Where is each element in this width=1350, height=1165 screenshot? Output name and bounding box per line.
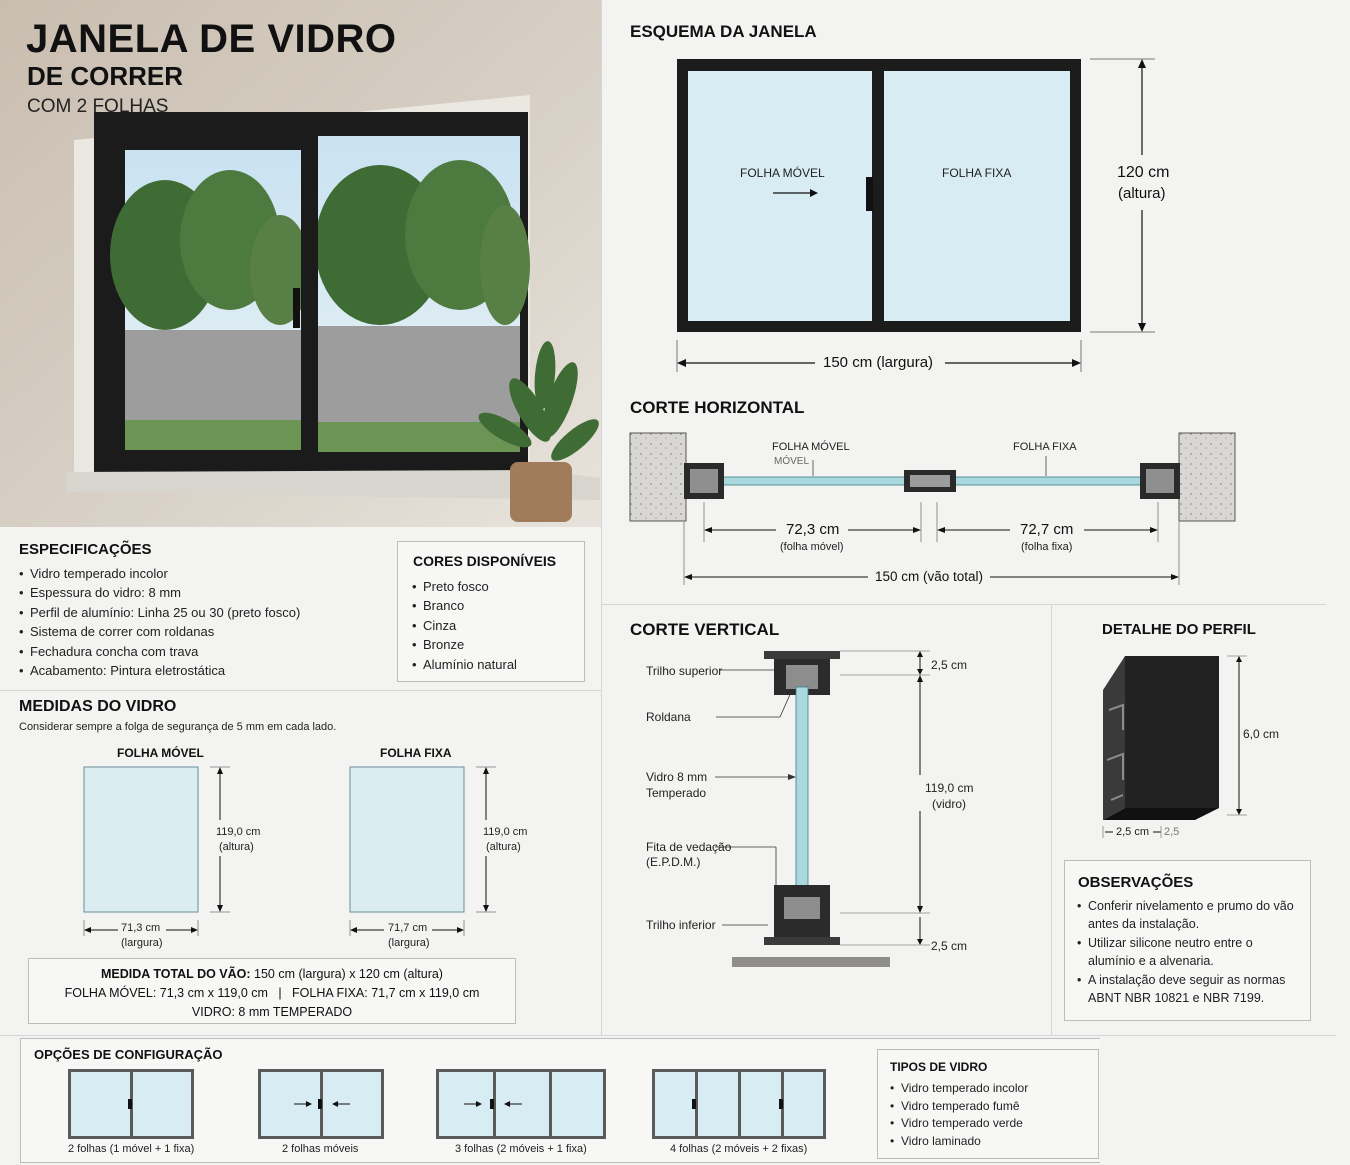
color-item: • Branco (412, 596, 517, 615)
glass-panel-height-caption: (altura) (219, 841, 254, 853)
schema-title: ESQUEMA DA JANELA (630, 22, 817, 41)
glass-types-title: TIPOS DE VIDRO (890, 1060, 988, 1074)
glass-panel-title: FOLHA FIXA (380, 746, 452, 760)
config-option-label: 4 folhas (2 móveis + 2 fixas) (670, 1143, 808, 1155)
glass-vertical (796, 687, 808, 893)
glass-types-box (877, 1049, 1099, 1159)
config-option-label: 3 folhas (2 móveis + 1 fixa) (455, 1143, 587, 1155)
hero-subtitle: DE CORRER (27, 61, 184, 91)
corte-horizontal-diagram (628, 430, 1240, 590)
schema-diagram (620, 50, 1180, 380)
cv-dim-bottom: 2,5 cm (931, 939, 968, 953)
cv-label: (E.P.D.M.) (646, 855, 701, 869)
corte-vertical-title: CORTE VERTICAL (630, 620, 780, 639)
handle (866, 177, 873, 211)
config-diagram (60, 1064, 840, 1144)
summary-rest: 150 cm (largura) x 120 cm (altura) (250, 967, 443, 981)
obs-list (1077, 898, 1303, 1007)
glass-pane-left (688, 71, 872, 321)
glass-summary-box (28, 958, 516, 1024)
glass-panel-fixa (350, 767, 464, 912)
glass-note: Considerar sempre a folga de segurança de 5 mm em cada lado. (19, 721, 337, 733)
obs-box (1064, 860, 1311, 1021)
glass-panel-title: FOLHA MÓVEL (117, 746, 204, 760)
summary-line-1 (29, 965, 515, 984)
specs-item: • Sistema de correr com roldanas (19, 622, 300, 641)
summary-line-3: VIDRO: 8 mm TEMPERADO (191, 1005, 353, 1019)
glass-type-item: • Vidro laminado (890, 1133, 1028, 1151)
obs-title: OBSERVAÇÕES (1078, 874, 1194, 891)
specs-list (19, 564, 300, 680)
schema-label-movel: FOLHA MÓVEL (740, 166, 825, 180)
ch-label-movel: FOLHA MÓVEL (772, 441, 850, 453)
corte-horizontal-title: CORTE HORIZONTAL (630, 398, 805, 417)
specs-title: ESPECIFICAÇÕES (19, 541, 152, 558)
cv-label: Vidro 8 mm (646, 770, 708, 784)
specs-item: • Fechadura concha com trava (19, 642, 300, 661)
glass-type-item: • Vidro temperado fumê (890, 1098, 1028, 1116)
glass-panel-movel (84, 767, 198, 912)
divider (601, 604, 1326, 605)
config-title: OPÇÕES DE CONFIGURAÇÃO (34, 1047, 223, 1062)
color-item: • Cinza (412, 616, 517, 635)
profile-face (1125, 656, 1219, 808)
top-track (764, 651, 840, 659)
obs-item: • A instalação deve seguir as normas ABNT NBR 10821 e NBR 7199. (1077, 972, 1303, 1007)
specs-item: • Espessura do vidro: 8 mm (19, 583, 300, 602)
ch-label-movel-sub: MÓVEL (774, 456, 810, 467)
ch-label-fixa: FOLHA FIXA (1013, 441, 1077, 453)
ch-dim-total: 150 cm (vão total) (875, 569, 984, 584)
divider (0, 1035, 1336, 1036)
hero-title: JANELA DE VIDRO (26, 17, 397, 61)
color-item: • Bronze (412, 635, 517, 654)
divider (601, 0, 602, 1035)
obs-item: • Utilizar silicone neutro entre o alumínio e a alvenaria. (1077, 935, 1303, 970)
glass-type-item: • Vidro temperado verde (890, 1115, 1028, 1133)
schema-height-value: 120 cm (1117, 164, 1170, 181)
schema-height-caption: (altura) (1118, 185, 1166, 202)
perfil-width-2: 2,5 (1164, 826, 1180, 838)
glass-panel-height-caption: (altura) (486, 841, 521, 853)
config-option-label: 2 folhas móveis (282, 1143, 359, 1155)
config-option-label: 2 folhas (1 móvel + 1 fixa) (68, 1143, 195, 1155)
ch-dim-fixa: 72,7 cm (1020, 521, 1074, 538)
wall-left (630, 433, 686, 521)
wall-right (1179, 433, 1235, 521)
cv-label: Fita de vedação (646, 840, 732, 854)
specs-item: • Acabamento: Pintura eletrostática (19, 661, 300, 680)
summary-line-2: FOLHA MÓVEL: 71,3 cm x 119,0 cm | FOLHA FIXA: 71,7 cm x 119,0 cm (64, 986, 480, 1000)
glass-panel-width: 71,7 cm (388, 922, 428, 934)
summary-bold: MEDIDA TOTAL DO VÃO: (101, 967, 251, 981)
cv-label: Roldana (646, 710, 691, 724)
glass-panel-width-caption: (largura) (388, 937, 430, 949)
schema-width-label: 150 cm (largura) (823, 354, 934, 371)
glass-pane-right (884, 71, 1070, 321)
hero-photo (0, 0, 601, 527)
floor (732, 957, 890, 967)
ch-dim-fixa-caption: (folha fixa) (1021, 541, 1073, 553)
glass-panel-height: 119,0 cm (483, 826, 528, 838)
perfil-diagram (1095, 650, 1295, 850)
cv-label: Trilho inferior (646, 918, 716, 932)
schema-label-fixa: FOLHA FIXA (942, 166, 1012, 180)
cv-dim-mid-caption: (vidro) (932, 797, 967, 811)
color-item: • Preto fosco (412, 577, 517, 596)
perfil-title: DETALHE DO PERFIL (1102, 621, 1256, 638)
specs-item: • Perfil de alumínio: Linha 25 ou 30 (preto fosco) (19, 603, 300, 622)
ch-dim-movel-caption: (folha móvel) (780, 541, 844, 553)
glass-panel-height: 119,0 cm (216, 826, 261, 838)
perfil-height: 6,0 cm (1243, 727, 1280, 741)
color-item: • Alumínio natural (412, 655, 517, 674)
obs-item: • Conferir nivelamento e prumo do vão antes da instalação. (1077, 898, 1303, 933)
cv-dim-mid: 119,0 cm (925, 781, 974, 795)
divider (0, 690, 601, 691)
cv-dim-top: 2,5 cm (931, 658, 968, 672)
cv-label: Temperado (646, 786, 707, 800)
perfil-width-1: 2,5 cm (1116, 826, 1150, 838)
colors-list (412, 577, 517, 674)
glass-title: MEDIDAS DO VIDRO (19, 698, 177, 715)
glass-type-item: • Vidro temperado incolor (890, 1080, 1028, 1098)
cv-label: Trilho superior (646, 664, 723, 678)
glass-types-list (890, 1080, 1028, 1150)
ch-dim-movel: 72,3 cm (786, 521, 840, 538)
colors-title: CORES DISPONÍVEIS (413, 553, 557, 569)
specs-item: • Vidro temperado incolor (19, 564, 300, 583)
hero-tagline: COM 2 FOLHAS (27, 96, 169, 117)
glass-panel-width-caption: (largura) (121, 937, 163, 949)
divider (1051, 604, 1052, 1035)
glass-panel-width: 71,3 cm (121, 922, 161, 934)
colors-box (397, 541, 585, 682)
